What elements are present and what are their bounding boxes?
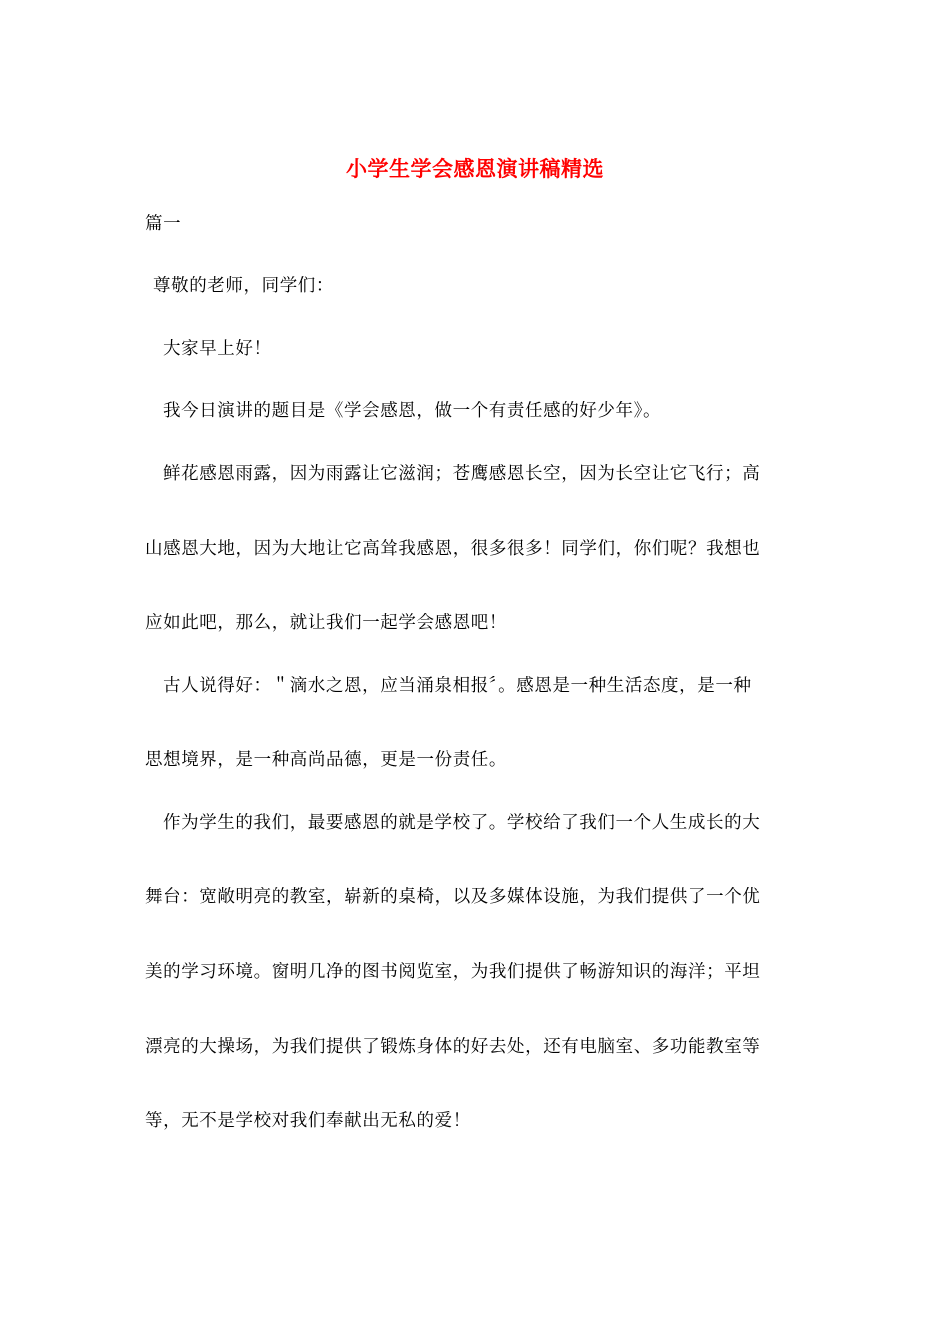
paragraph-line: 山感恩大地，因为大地让它高耸我感恩，很多很多！同学们，你们呢？我想也 — [145, 539, 761, 559]
salutation-line: 尊敬的老师，同学们： — [153, 276, 334, 296]
paragraph-line: 鲜花感恩雨露，因为雨露让它滋润；苍鹰感恩长空，因为长空让它飞行；高 — [163, 464, 761, 484]
paragraph-line: 古人说得好：＂滴水之恩，应当涌泉相报〞。感恩是一种生活态度，是一种 — [163, 676, 752, 696]
paragraph-line: 美的学习环境。窗明几净的图书阅览室，为我们提供了畅游知识的海洋；平坦 — [145, 962, 761, 982]
paragraph-line: 舞台：宽敞明亮的教室，崭新的桌椅，以及多媒体设施，为我们提供了一个优 — [145, 887, 761, 907]
greeting-line: 大家早上好！ — [163, 339, 272, 359]
paragraph-line: 漂亮的大操场，为我们提供了锻炼身体的好去处，还有电脑室、多功能教室等 — [145, 1037, 761, 1057]
document-title: 小学生学会感恩演讲稿精选 — [346, 156, 604, 181]
paragraph-line: 应如此吧，那么，就让我们一起学会感恩吧！ — [145, 613, 507, 633]
paragraph-line: 等，无不是学校对我们奉献出无私的爱！ — [145, 1111, 471, 1131]
paragraph-line: 思想境界，是一种高尚品德，更是一份责任。 — [145, 750, 507, 770]
paragraph-line: 作为学生的我们，最要感恩的就是学校了。学校给了我们一个人生成长的大 — [163, 813, 761, 833]
section-heading: 篇一 — [145, 214, 182, 234]
paragraph-line: 我今日演讲的题目是《学会感恩，做一个有责任感的好少年》。 — [163, 401, 662, 421]
